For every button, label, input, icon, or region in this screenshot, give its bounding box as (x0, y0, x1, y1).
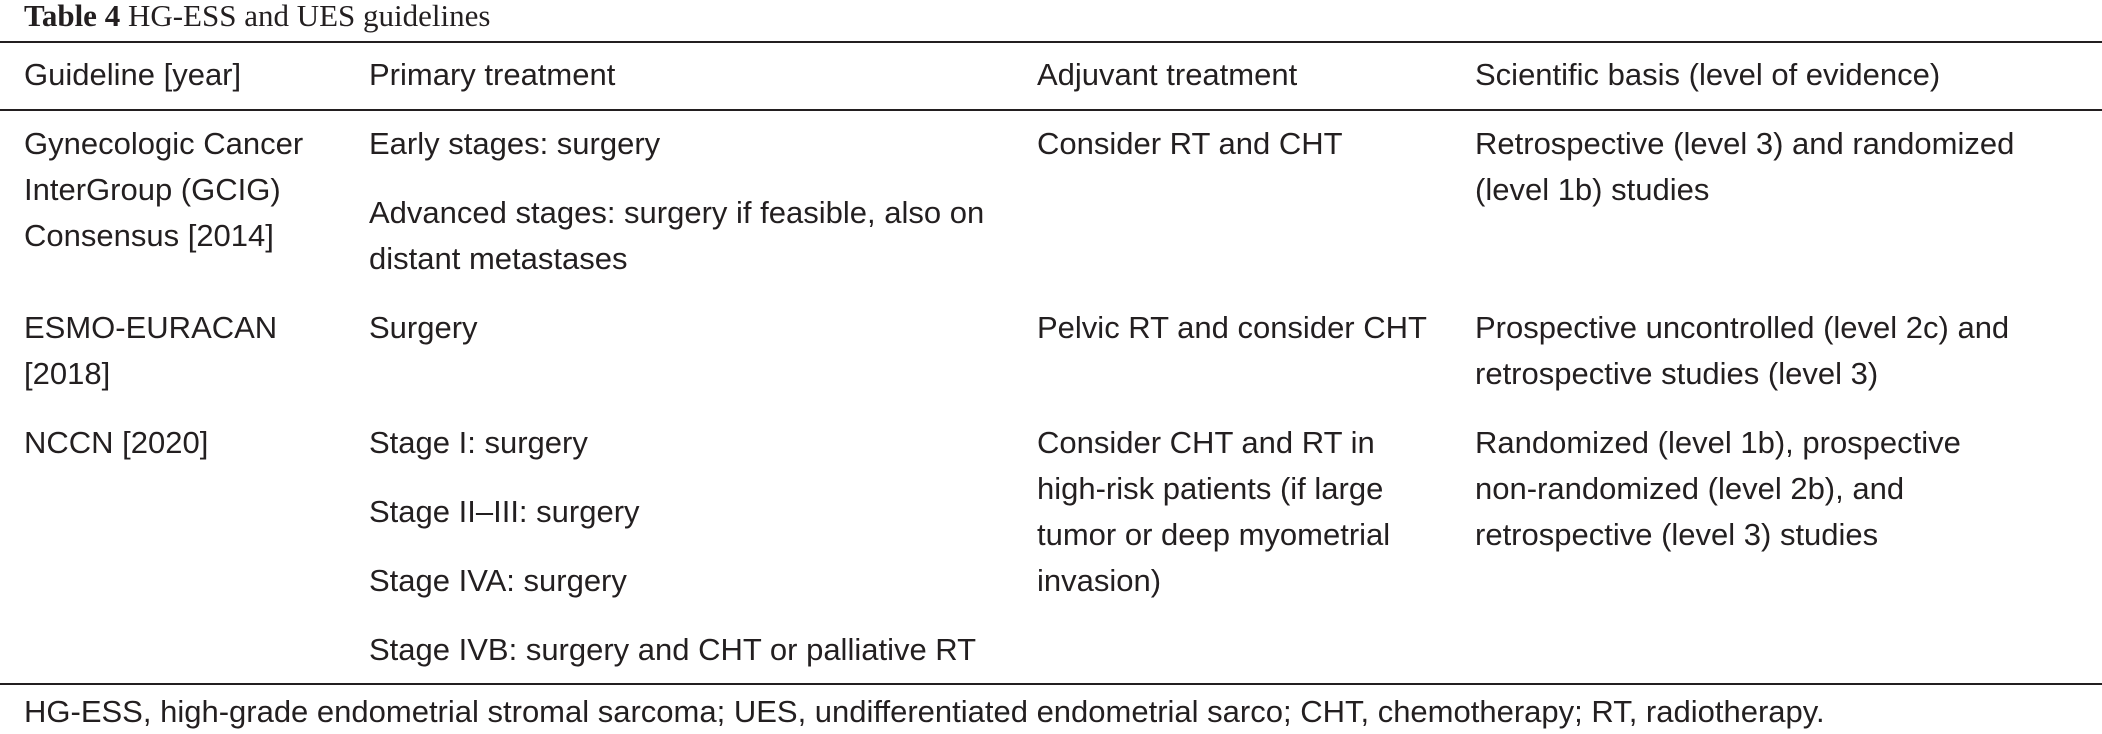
row3-basis-line1: Randomized (level 1b), prospective (1475, 425, 1961, 460)
header-guideline: Guideline [year] (24, 57, 242, 92)
header-scientific-basis: Scientific basis (level of evidence) (1475, 57, 1941, 92)
row1-basis-line1: Retrospective (level 3) and randomized (1475, 126, 2015, 161)
row3-basis-line3: retrospective (level 3) studies (1475, 517, 1879, 552)
row1-primary-line1: Early stages: surgery (369, 126, 661, 161)
row1-adjuvant-line1: Consider RT and CHT (1037, 126, 1343, 161)
row3-primary-line3: Stage IVA: surgery (369, 563, 627, 598)
row3-basis-line2: non-randomized (level 2b), and (1475, 471, 1905, 506)
row2-guideline-line1: ESMO-EURACAN (24, 310, 278, 345)
row2-guideline-line2: [2018] (24, 356, 111, 391)
row2-adjuvant-line1: Pelvic RT and consider CHT (1037, 310, 1427, 345)
header-primary-treatment: Primary treatment (369, 57, 616, 92)
table-caption (24, 0, 490, 36)
row1-guideline-line1: Gynecologic Cancer (24, 126, 304, 161)
row3-adjuvant-line1: Consider CHT and RT in (1037, 425, 1375, 460)
table-top-rule (0, 41, 2102, 43)
table-header-rule (0, 109, 2102, 111)
table-bottom-rule (0, 683, 2102, 685)
row1-guideline-line2: InterGroup (GCIG) (24, 172, 281, 207)
row1-primary-line2: Advanced stages: surgery if feasible, also on (369, 195, 985, 230)
row1-basis-line2: (level 1b) studies (1475, 172, 1710, 207)
row3-adjuvant-line4: invasion) (1037, 563, 1162, 598)
row1-primary-line3: distant metastases (369, 241, 628, 276)
row3-adjuvant-line2: high-risk patients (if large (1037, 471, 1384, 506)
row2-basis-line1: Prospective uncontrolled (level 2c) and (1475, 310, 2010, 345)
row1-guideline-line3: Consensus [2014] (24, 218, 274, 253)
row2-basis-line2: retrospective studies (level 3) (1475, 356, 1879, 391)
row3-primary-line4: Stage IVB: surgery and CHT or palliative RT (369, 632, 977, 667)
row3-guideline-line1: NCCN [2020] (24, 425, 209, 460)
row3-primary-line2: Stage II–III: surgery (369, 494, 640, 529)
caption-title: HG-ESS and UES guidelines (120, 0, 491, 33)
row2-primary-line1: Surgery (369, 310, 478, 345)
row3-adjuvant-line3: tumor or deep myometrial (1037, 517, 1391, 552)
header-adjuvant-treatment: Adjuvant treatment (1037, 57, 1298, 92)
table-footnote: HG-ESS, high-grade endometrial stromal sarcoma; UES, undifferentiated endometrial sarco; CHT, chemotherapy; RT, radiotherapy. (24, 694, 1825, 729)
caption-label: Table 4 (24, 0, 121, 33)
row3-primary-line1: Stage I: surgery (369, 425, 588, 460)
